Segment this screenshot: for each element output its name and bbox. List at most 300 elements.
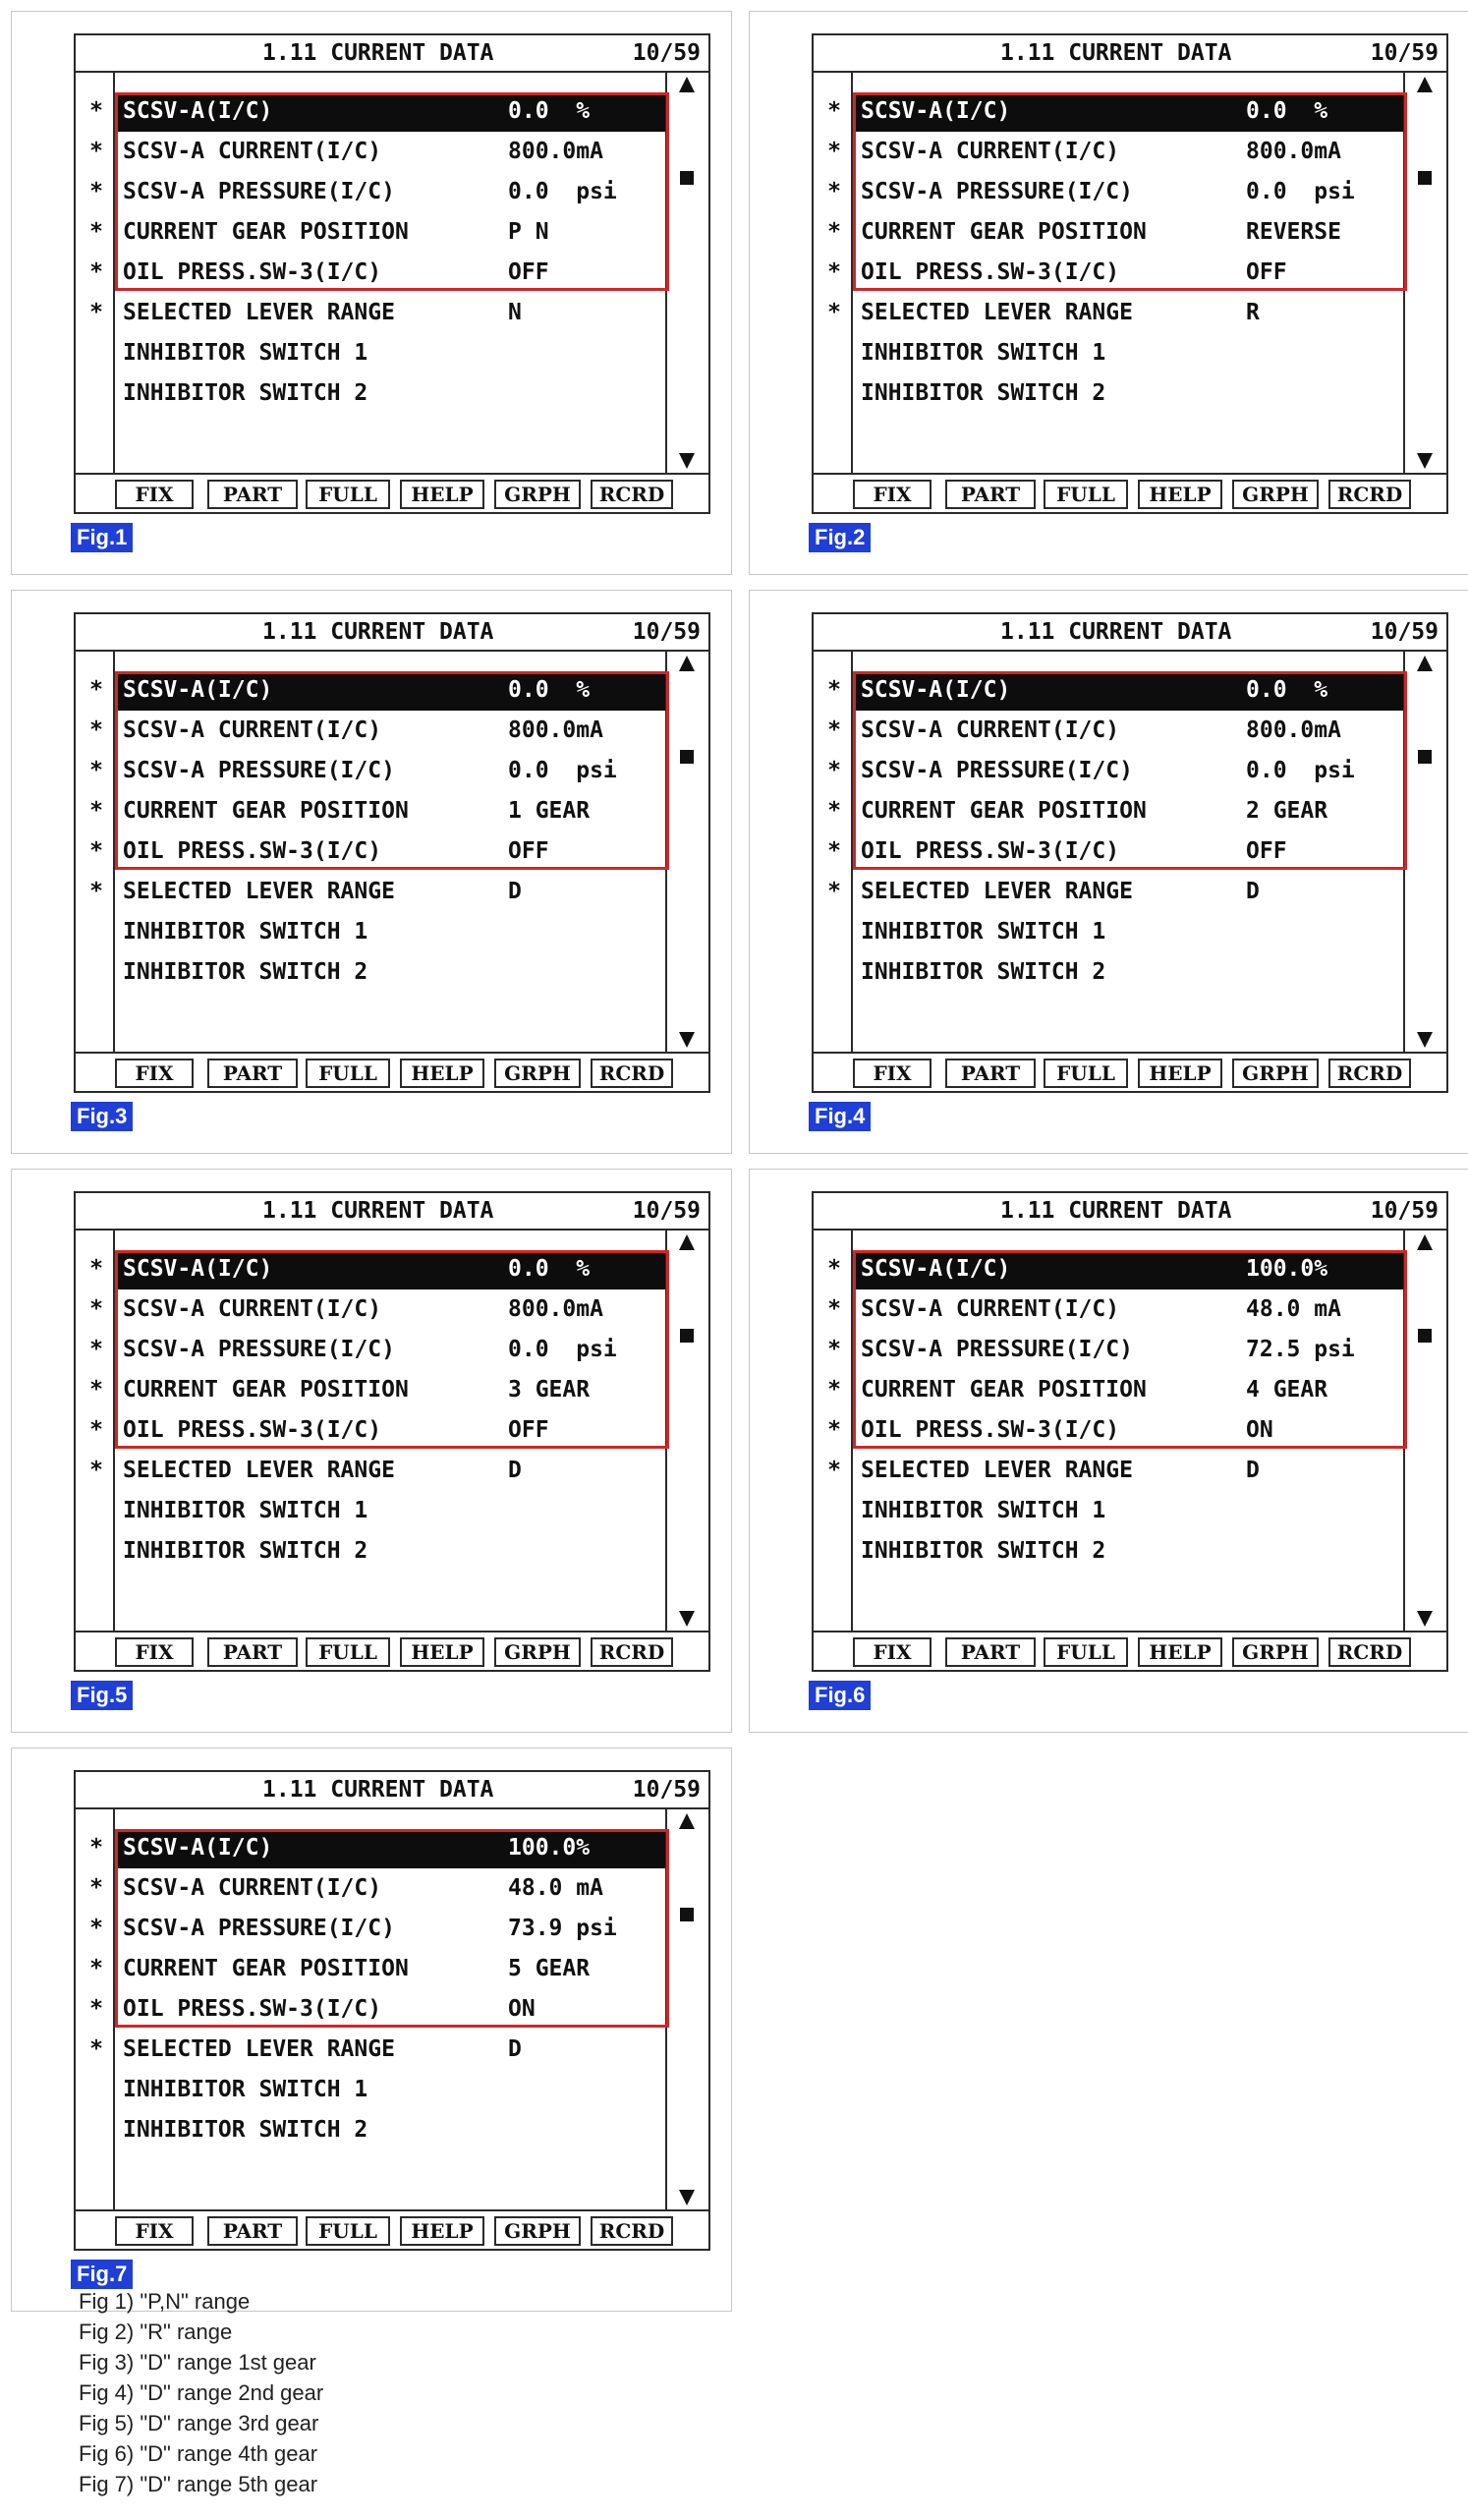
row-label: INHIBITOR SWITCH 2 <box>861 380 1106 406</box>
scroll-thumb[interactable] <box>1418 750 1432 764</box>
data-row[interactable] <box>814 915 1405 952</box>
row-value: ON <box>508 1996 536 2022</box>
row-marker: * <box>89 139 103 164</box>
row-marker: * <box>89 717 103 743</box>
row-value: R <box>1246 300 1260 325</box>
row-value: 0.0 % <box>508 98 591 124</box>
scroll-thumb[interactable] <box>680 1908 694 1921</box>
row-value: OFF <box>508 1417 549 1443</box>
row-label: OIL PRESS.SW-3(I/C) <box>123 1996 382 2022</box>
row-marker: * <box>89 1996 103 2022</box>
fix-button[interactable]: FIX <box>115 1059 194 1088</box>
row-marker: * <box>89 1835 103 1861</box>
function-key-bar <box>76 1052 708 1091</box>
full-button[interactable]: FULL <box>1044 480 1128 509</box>
caption-line: Fig 7) "D" range 5th gear <box>79 2472 318 2496</box>
row-marker: * <box>827 1296 841 1322</box>
page-indicator: 10/59 <box>1370 1198 1439 1224</box>
data-row[interactable] <box>76 1373 667 1410</box>
screen-title-bar <box>76 1772 708 1809</box>
row-value: P N <box>508 219 549 245</box>
scroll-down-arrow-icon[interactable] <box>1417 453 1433 469</box>
data-row[interactable] <box>76 296 667 333</box>
row-marker: * <box>89 259 103 285</box>
row-label: CURRENT GEAR POSITION <box>861 1377 1147 1403</box>
row-marker: * <box>89 758 103 783</box>
scrollbar[interactable] <box>1403 652 1446 1054</box>
row-label: SCSV-A CURRENT(I/C) <box>861 139 1120 164</box>
data-row[interactable] <box>76 794 667 831</box>
data-row[interactable] <box>76 1912 667 1949</box>
screen-title: 1.11 CURRENT DATA <box>262 40 494 66</box>
row-label: CURRENT GEAR POSITION <box>861 219 1147 245</box>
scroll-up-arrow-icon[interactable] <box>679 77 695 92</box>
row-value: 0.0 % <box>508 677 591 703</box>
row-marker: * <box>89 1296 103 1322</box>
data-row[interactable] <box>76 754 667 791</box>
row-label: SCSV-A PRESSURE(I/C) <box>123 758 395 783</box>
row-marker: * <box>827 1417 841 1443</box>
row-label: CURRENT GEAR POSITION <box>123 1956 409 1981</box>
row-value: 800.0mA <box>508 1296 603 1322</box>
scroll-thumb[interactable] <box>680 171 694 185</box>
row-label: SCSV-A(I/C) <box>123 677 273 703</box>
row-label: SCSV-A(I/C) <box>861 677 1011 703</box>
screen-title: 1.11 CURRENT DATA <box>262 619 494 645</box>
row-label: SCSV-A PRESSURE(I/C) <box>861 1337 1133 1362</box>
row-label: INHIBITOR SWITCH 2 <box>861 1538 1106 1564</box>
fix-button[interactable]: FIX <box>115 480 194 509</box>
row-label: SCSV-A CURRENT(I/C) <box>861 717 1120 743</box>
data-row[interactable] <box>814 376 1405 414</box>
row-label: OIL PRESS.SW-3(I/C) <box>123 838 382 864</box>
row-marker: * <box>827 677 841 703</box>
page-indicator: 10/59 <box>632 1777 701 1803</box>
data-row[interactable] <box>814 1373 1405 1410</box>
data-row[interactable] <box>814 834 1405 872</box>
row-value: REVERSE <box>1246 219 1341 245</box>
part-button[interactable]: PART <box>207 480 298 509</box>
row-value: 0.0 psi <box>508 1337 617 1362</box>
grph-button[interactable]: GRPH <box>494 480 581 509</box>
data-row[interactable] <box>76 915 667 952</box>
data-row-selected[interactable] <box>76 673 667 711</box>
row-value: N <box>508 300 522 325</box>
scroll-up-arrow-icon[interactable] <box>1417 656 1433 671</box>
data-row[interactable] <box>76 834 667 872</box>
figure-label: Fig.4 <box>809 1102 871 1131</box>
data-row[interactable] <box>814 1413 1405 1451</box>
row-label: SELECTED LEVER RANGE <box>123 2036 395 2062</box>
grph-button[interactable]: GRPH <box>1232 480 1319 509</box>
row-label: SELECTED LEVER RANGE <box>861 1458 1133 1483</box>
row-marker: * <box>827 139 841 164</box>
row-label: SCSV-A PRESSURE(I/C) <box>861 179 1133 204</box>
row-value: OFF <box>508 259 549 285</box>
grph-button[interactable]: GRPH <box>1232 1059 1319 1088</box>
scroll-down-arrow-icon[interactable] <box>679 1032 695 1048</box>
scrollbar[interactable] <box>1403 1231 1446 1632</box>
row-label: INHIBITOR SWITCH 1 <box>861 1498 1106 1523</box>
row-value: 1 GEAR <box>508 798 591 824</box>
row-marker: * <box>827 717 841 743</box>
data-row[interactable] <box>814 296 1405 333</box>
data-row[interactable] <box>76 175 667 212</box>
row-value: 100.0% <box>508 1835 591 1861</box>
row-label: INHIBITOR SWITCH 2 <box>861 959 1106 985</box>
function-key-bar <box>76 1631 708 1670</box>
scroll-thumb[interactable] <box>1418 1329 1432 1343</box>
row-label: INHIBITOR SWITCH 1 <box>123 340 368 366</box>
figure-panel <box>11 1169 732 1733</box>
data-row[interactable] <box>814 875 1405 912</box>
row-value: 800.0mA <box>1246 717 1341 743</box>
full-button[interactable]: FULL <box>1044 1059 1128 1088</box>
caption-line: Fig 2) "R" range <box>79 2320 233 2344</box>
data-row[interactable] <box>814 1454 1405 1491</box>
caption-line: Fig 5) "D" range 3rd gear <box>79 2411 319 2435</box>
function-key-bar <box>814 1631 1446 1670</box>
figure-panel <box>11 590 732 1154</box>
scrollbar[interactable] <box>665 1231 708 1632</box>
scroll-up-arrow-icon[interactable] <box>679 1813 695 1829</box>
scroll-up-arrow-icon[interactable] <box>679 1234 695 1250</box>
row-value: 0.0 psi <box>1246 179 1355 204</box>
row-value: 0.0 psi <box>508 179 617 204</box>
screen-title: 1.11 CURRENT DATA <box>1000 619 1232 645</box>
row-value: 3 GEAR <box>508 1377 591 1403</box>
data-row[interactable] <box>814 135 1405 172</box>
figure-label: Fig.3 <box>71 1102 133 1131</box>
row-marker: * <box>827 300 841 325</box>
data-row-selected[interactable] <box>76 94 667 132</box>
scanner-screen <box>74 1770 710 2251</box>
part-button[interactable]: PART <box>207 2216 298 2246</box>
row-value: 4 GEAR <box>1246 1377 1328 1403</box>
data-row[interactable] <box>76 336 667 373</box>
row-label: SELECTED LEVER RANGE <box>861 300 1133 325</box>
data-row[interactable] <box>814 955 1405 993</box>
screen-title: 1.11 CURRENT DATA <box>262 1777 494 1803</box>
row-label: SCSV-A CURRENT(I/C) <box>123 139 382 164</box>
function-key-bar <box>814 473 1446 512</box>
figure-label: Fig.6 <box>809 1681 871 1710</box>
data-row[interactable] <box>76 2113 667 2150</box>
row-value: 0.0 psi <box>508 758 617 783</box>
row-label: SCSV-A(I/C) <box>861 98 1011 124</box>
row-value: D <box>1246 879 1260 904</box>
data-row[interactable] <box>76 875 667 912</box>
row-value: 73.9 psi <box>508 1916 617 1941</box>
row-marker: * <box>827 879 841 904</box>
screen-title: 1.11 CURRENT DATA <box>1000 40 1232 66</box>
scroll-down-arrow-icon[interactable] <box>679 1611 695 1627</box>
scroll-thumb[interactable] <box>680 750 694 764</box>
data-row[interactable] <box>814 1494 1405 1531</box>
figure-panel <box>11 1747 732 2312</box>
row-label: SCSV-A(I/C) <box>861 1256 1011 1282</box>
row-label: INHIBITOR SWITCH 1 <box>123 919 368 945</box>
fix-button[interactable]: FIX <box>853 1059 932 1088</box>
row-value: D <box>508 2036 522 2062</box>
row-label: OIL PRESS.SW-3(I/C) <box>861 1417 1120 1443</box>
data-row-selected[interactable] <box>814 1252 1405 1289</box>
full-button[interactable]: FULL <box>306 1059 390 1088</box>
fix-button[interactable]: FIX <box>115 2216 194 2246</box>
row-value: 800.0mA <box>508 139 603 164</box>
figure-label: Fig.5 <box>71 1681 133 1710</box>
row-marker: * <box>827 838 841 864</box>
scroll-up-arrow-icon[interactable] <box>679 656 695 671</box>
help-button[interactable]: HELP <box>400 2216 484 2246</box>
scroll-down-arrow-icon[interactable] <box>679 453 695 469</box>
row-marker: * <box>89 838 103 864</box>
row-label: SCSV-A PRESSURE(I/C) <box>123 1916 395 1941</box>
row-label: SCSV-A(I/C) <box>123 1256 273 1282</box>
row-marker: * <box>89 1458 103 1483</box>
rcrd-button[interactable]: RCRD <box>591 480 673 509</box>
data-row[interactable] <box>76 955 667 993</box>
row-value: D <box>508 879 522 904</box>
caption-list <box>79 2286 323 2499</box>
scroll-thumb[interactable] <box>1418 171 1432 185</box>
data-row[interactable] <box>76 714 667 751</box>
help-button[interactable]: HELP <box>400 480 484 509</box>
row-marker: * <box>827 179 841 204</box>
data-row[interactable] <box>814 1333 1405 1370</box>
row-marker: * <box>89 2036 103 2062</box>
full-button[interactable]: FULL <box>306 480 390 509</box>
page-indicator: 10/59 <box>632 1198 701 1224</box>
row-marker: * <box>827 1458 841 1483</box>
row-label: INHIBITOR SWITCH 1 <box>123 2077 368 2102</box>
help-button[interactable]: HELP <box>1138 480 1222 509</box>
scroll-up-arrow-icon[interactable] <box>1417 1234 1433 1250</box>
row-label: SCSV-A CURRENT(I/C) <box>861 1296 1120 1322</box>
row-value: 48.0 mA <box>1246 1296 1341 1322</box>
data-row[interactable] <box>76 1292 667 1330</box>
full-button[interactable]: FULL <box>306 1637 390 1667</box>
row-marker: * <box>89 98 103 124</box>
figure-label: Fig.7 <box>71 2260 133 2289</box>
figure-label: Fig.2 <box>809 523 871 552</box>
data-row[interactable] <box>76 1454 667 1491</box>
part-button[interactable]: PART <box>207 1059 298 1088</box>
fix-button[interactable]: FIX <box>115 1637 194 1667</box>
row-value: 5 GEAR <box>508 1956 591 1981</box>
grph-button[interactable]: GRPH <box>494 2216 581 2246</box>
caption-line: Fig 4) "D" range 2nd gear <box>79 2380 324 2405</box>
row-value: OFF <box>1246 259 1287 285</box>
caption-line: Fig 1) "P,N" range <box>79 2289 251 2314</box>
data-row[interactable] <box>76 1494 667 1531</box>
row-marker: * <box>827 1256 841 1282</box>
caption-line: Fig 6) "D" range 4th gear <box>79 2441 318 2466</box>
data-row[interactable] <box>814 215 1405 253</box>
row-marker: * <box>89 179 103 204</box>
row-label: SCSV-A PRESSURE(I/C) <box>861 758 1133 783</box>
row-value: 0.0 % <box>1246 98 1328 124</box>
data-row[interactable] <box>814 714 1405 751</box>
data-row[interactable] <box>76 1871 667 1909</box>
row-label: CURRENT GEAR POSITION <box>123 1377 409 1403</box>
row-marker: * <box>827 1377 841 1403</box>
scroll-down-arrow-icon[interactable] <box>1417 1611 1433 1627</box>
row-marker: * <box>89 1875 103 1901</box>
data-row[interactable] <box>76 2033 667 2070</box>
data-row[interactable] <box>76 215 667 253</box>
rcrd-button[interactable]: RCRD <box>591 1059 673 1088</box>
row-value: 0.0 % <box>508 1256 591 1282</box>
row-label: SCSV-A(I/C) <box>123 1835 273 1861</box>
row-label: CURRENT GEAR POSITION <box>123 798 409 824</box>
scanner-screen <box>74 1191 710 1672</box>
row-label: OIL PRESS.SW-3(I/C) <box>861 838 1120 864</box>
row-marker: * <box>827 1337 841 1362</box>
data-row[interactable] <box>814 336 1405 373</box>
help-button[interactable]: HELP <box>1138 1637 1222 1667</box>
data-row[interactable] <box>814 175 1405 212</box>
figure-panel <box>749 1169 1468 1733</box>
rcrd-button[interactable]: RCRD <box>1328 1059 1411 1088</box>
function-key-bar <box>814 1052 1446 1091</box>
grph-button[interactable]: GRPH <box>494 1637 581 1667</box>
row-marker: * <box>89 219 103 245</box>
data-row[interactable] <box>814 754 1405 791</box>
data-row[interactable] <box>814 1534 1405 1572</box>
rcrd-button[interactable]: RCRD <box>591 2216 673 2246</box>
rcrd-button[interactable]: RCRD <box>1328 1637 1411 1667</box>
row-marker: * <box>89 1417 103 1443</box>
scanner-screen <box>812 612 1448 1093</box>
row-marker: * <box>89 1916 103 1941</box>
rcrd-button[interactable]: RCRD <box>1328 480 1411 509</box>
scroll-thumb[interactable] <box>680 1329 694 1343</box>
data-row[interactable] <box>76 1952 667 1989</box>
screen-title-bar <box>814 614 1446 652</box>
full-button[interactable]: FULL <box>1044 1637 1128 1667</box>
screen-title-bar <box>76 35 708 73</box>
data-row-selected[interactable] <box>76 1831 667 1868</box>
screen-title: 1.11 CURRENT DATA <box>262 1198 494 1224</box>
scanner-screen <box>812 1191 1448 1672</box>
caption-line: Fig 3) "D" range 1st gear <box>79 2350 316 2375</box>
data-row[interactable] <box>814 1292 1405 1330</box>
part-button[interactable]: PART <box>945 1637 1036 1667</box>
row-value: 800.0mA <box>1246 139 1341 164</box>
data-row[interactable] <box>76 1992 667 2030</box>
row-label: INHIBITOR SWITCH 2 <box>123 380 368 406</box>
row-label: SCSV-A PRESSURE(I/C) <box>123 179 395 204</box>
scanner-screen <box>74 612 710 1093</box>
data-row[interactable] <box>76 135 667 172</box>
screen-title: 1.11 CURRENT DATA <box>1000 1198 1232 1224</box>
part-button[interactable]: PART <box>945 1059 1036 1088</box>
data-row[interactable] <box>76 1413 667 1451</box>
row-label: SCSV-A CURRENT(I/C) <box>123 1296 382 1322</box>
figure-panel <box>749 11 1468 575</box>
screen-title-bar <box>814 35 1446 73</box>
scrollbar[interactable] <box>1403 73 1446 475</box>
data-row-selected[interactable] <box>814 94 1405 132</box>
figure-panel <box>11 11 732 575</box>
row-marker: * <box>827 219 841 245</box>
data-row[interactable] <box>76 256 667 293</box>
part-button[interactable]: PART <box>207 1637 298 1667</box>
data-row-selected[interactable] <box>814 673 1405 711</box>
row-value: D <box>508 1458 522 1483</box>
row-marker: * <box>89 1337 103 1362</box>
data-row[interactable] <box>76 2073 667 2110</box>
row-label: OIL PRESS.SW-3(I/C) <box>123 1417 382 1443</box>
row-marker: * <box>827 259 841 285</box>
row-label: INHIBITOR SWITCH 2 <box>123 2117 368 2143</box>
data-row[interactable] <box>76 376 667 414</box>
row-marker: * <box>827 98 841 124</box>
page-indicator: 10/59 <box>632 40 701 66</box>
row-label: CURRENT GEAR POSITION <box>861 798 1147 824</box>
scanner-screen <box>74 33 710 514</box>
help-button[interactable]: HELP <box>400 1059 484 1088</box>
help-button[interactable]: HELP <box>1138 1059 1222 1088</box>
part-button[interactable]: PART <box>945 480 1036 509</box>
data-row[interactable] <box>814 794 1405 831</box>
data-row[interactable] <box>814 256 1405 293</box>
grph-button[interactable]: GRPH <box>494 1059 581 1088</box>
row-label: OIL PRESS.SW-3(I/C) <box>123 259 382 285</box>
row-value: 48.0 mA <box>508 1875 603 1901</box>
function-key-bar <box>76 473 708 512</box>
scanner-screen <box>812 33 1448 514</box>
data-row[interactable] <box>76 1534 667 1572</box>
scroll-up-arrow-icon[interactable] <box>1417 77 1433 92</box>
fix-button[interactable]: FIX <box>853 1637 932 1667</box>
row-marker: * <box>89 879 103 904</box>
full-button[interactable]: FULL <box>306 2216 390 2246</box>
grph-button[interactable]: GRPH <box>1232 1637 1319 1667</box>
screen-title-bar <box>814 1193 1446 1231</box>
row-marker: * <box>89 798 103 824</box>
rcrd-button[interactable]: RCRD <box>591 1637 673 1667</box>
scroll-down-arrow-icon[interactable] <box>1417 1032 1433 1048</box>
help-button[interactable]: HELP <box>400 1637 484 1667</box>
data-row[interactable] <box>76 1333 667 1370</box>
row-label: INHIBITOR SWITCH 2 <box>123 959 368 985</box>
row-value: 800.0mA <box>508 717 603 743</box>
row-label: OIL PRESS.SW-3(I/C) <box>861 259 1120 285</box>
page-indicator: 10/59 <box>1370 40 1439 66</box>
row-label: SCSV-A CURRENT(I/C) <box>123 717 382 743</box>
row-value: OFF <box>1246 838 1287 864</box>
row-value: 0.0 psi <box>1246 758 1355 783</box>
data-row-selected[interactable] <box>76 1252 667 1289</box>
row-marker: * <box>89 677 103 703</box>
row-value: 72.5 psi <box>1246 1337 1355 1362</box>
row-value: D <box>1246 1458 1260 1483</box>
row-label: SCSV-A(I/C) <box>123 98 273 124</box>
row-label: INHIBITOR SWITCH 1 <box>861 919 1106 945</box>
figure-panel <box>749 590 1468 1154</box>
scrollbar[interactable] <box>665 652 708 1054</box>
scroll-down-arrow-icon[interactable] <box>679 2190 695 2205</box>
screen-title-bar <box>76 1193 708 1231</box>
row-label: SCSV-A PRESSURE(I/C) <box>123 1337 395 1362</box>
row-label: INHIBITOR SWITCH 1 <box>861 340 1106 366</box>
fix-button[interactable]: FIX <box>853 480 932 509</box>
row-value: 0.0 % <box>1246 677 1328 703</box>
scrollbar[interactable] <box>665 73 708 475</box>
scrollbar[interactable] <box>665 1809 708 2211</box>
